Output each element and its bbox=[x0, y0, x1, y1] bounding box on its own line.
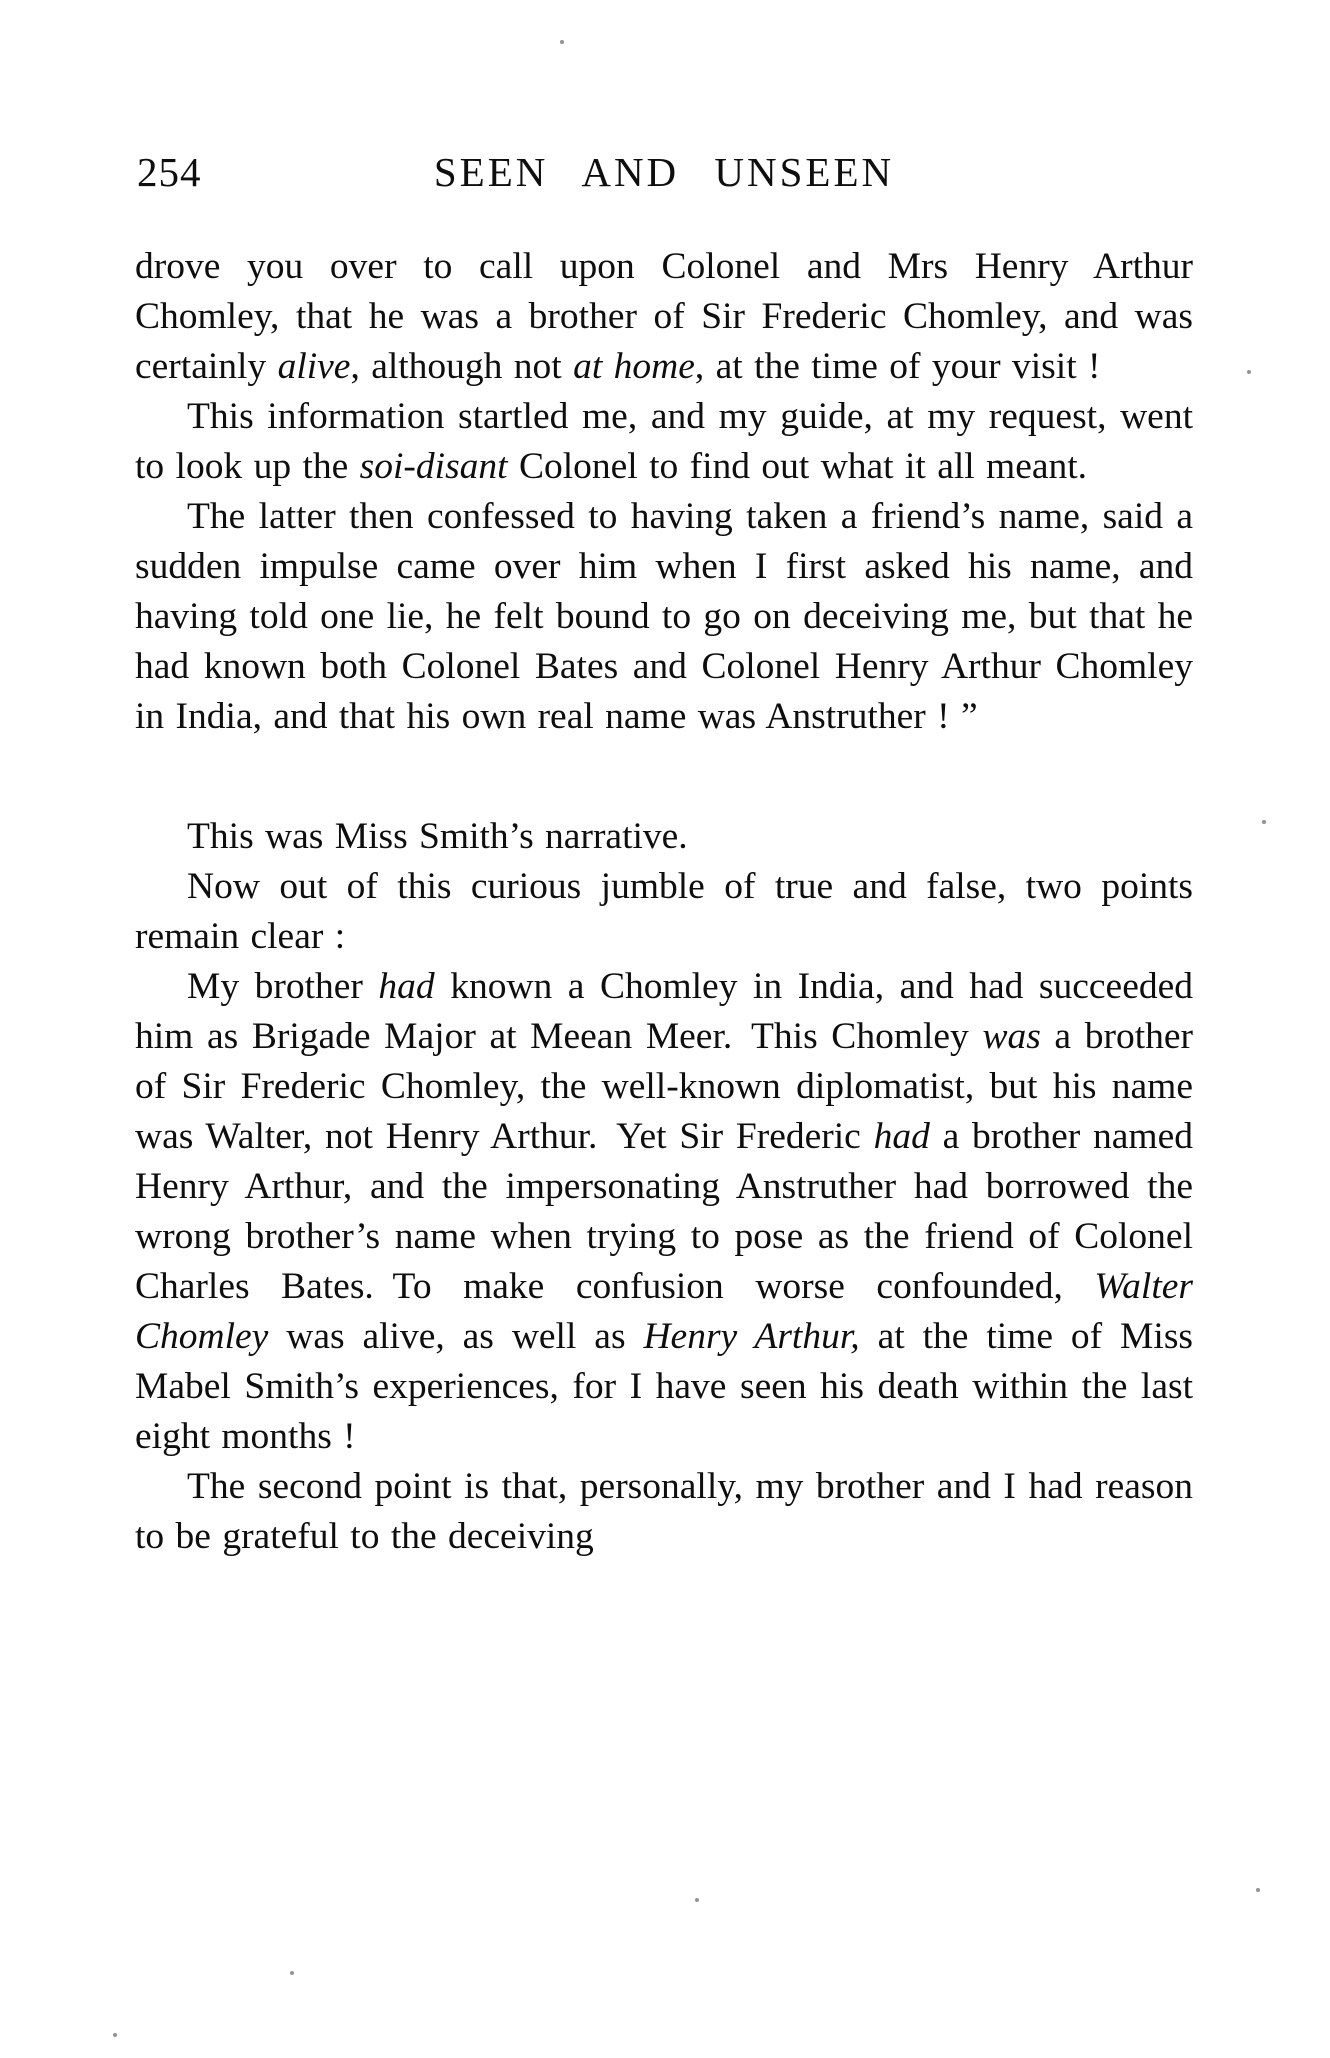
scan-speck bbox=[1247, 370, 1251, 374]
paragraph bbox=[135, 812, 1193, 862]
scan-speck bbox=[560, 40, 564, 44]
body-text-segment: , at the time of your visit ! bbox=[694, 346, 1101, 387]
body-text-segment: My brother bbox=[187, 966, 379, 1007]
body-text-segment: at the time of Miss Mabel Smith’s experiences, for I have seen his death within the last eight months ! bbox=[135, 1316, 1194, 1457]
italic-text: alive bbox=[277, 346, 351, 387]
italic-text: at home bbox=[573, 346, 695, 387]
page-header bbox=[135, 148, 1193, 214]
page-content bbox=[135, 148, 1193, 1562]
scan-speck bbox=[113, 2033, 117, 2037]
body-text-segment: was alive, as well as bbox=[268, 1316, 644, 1357]
scan-speck bbox=[1256, 1888, 1260, 1892]
body-text-segment: Now out of this curious jumble of true and false, two points remain clear : bbox=[135, 866, 1193, 957]
italic-text: had bbox=[378, 966, 435, 1007]
page-number: 254 bbox=[137, 149, 202, 195]
running-title: SEEN AND UNSEEN bbox=[433, 149, 895, 195]
italic-text: Walter Chomley bbox=[135, 1266, 1193, 1357]
body-text-segment: This was Miss Smith’s narrative. bbox=[187, 816, 688, 857]
body-text-segment: a brother named Henry Arthur, and the impersonating Anstruther had borrowed the wrong brother’s name when trying to pose as the friend of Colonel Charles Bates. To make confusion worse confounded, bbox=[135, 1116, 1193, 1307]
scan-speck bbox=[290, 1971, 294, 1975]
body-text-segment: , although not bbox=[350, 346, 574, 387]
italic-text: Henry Arthur, bbox=[643, 1316, 860, 1357]
body-text-segment: known a Chomley in India, and had succeeded him as Brigade Major at Meean Meer. This Chomley bbox=[135, 966, 1193, 1057]
page-body bbox=[135, 242, 1193, 1562]
italic-text: was bbox=[982, 1016, 1041, 1057]
body-text-segment: The latter then confessed to having taken a friend’s name, said a sudden impulse came over him when I first asked his name, and having told one lie, he felt bound to go on deceiving me, but that he had known both Colonel Bates and Colonel Henry Arthur Chomley in India, and that his own real name was Anstruther ! ” bbox=[135, 496, 1193, 737]
scan-speck bbox=[1262, 820, 1266, 824]
body-text-segment: This information startled me, and my guide, at my request, went to look up the bbox=[135, 396, 1193, 487]
italic-text: had bbox=[873, 1116, 930, 1157]
body-text-segment: Colonel to find out what it all meant. bbox=[507, 446, 1088, 487]
paragraph bbox=[135, 492, 1193, 742]
body-text-segment: The second point is that, personally, my brother and I had reason to be grateful to the deceiving bbox=[135, 1466, 1193, 1557]
italic-text: soi-disant bbox=[359, 446, 508, 487]
scan-speck bbox=[695, 1898, 699, 1902]
paragraph bbox=[135, 962, 1193, 1462]
body-text-segment: a brother of Sir Frederic Chomley, the well-known diplomatist, but his name was Walter, not Henry Arthur. Yet Sir Frederic bbox=[135, 1016, 1193, 1157]
paragraph bbox=[135, 392, 1193, 492]
body-text-segment: drove you over to call upon Colonel and Mrs Henry Arthur Chomley, that he was a brother of Sir Frederic Chomley, and was certainly bbox=[135, 246, 1193, 387]
paragraph bbox=[135, 1462, 1193, 1562]
paragraph bbox=[135, 242, 1193, 392]
paragraph bbox=[135, 862, 1193, 962]
